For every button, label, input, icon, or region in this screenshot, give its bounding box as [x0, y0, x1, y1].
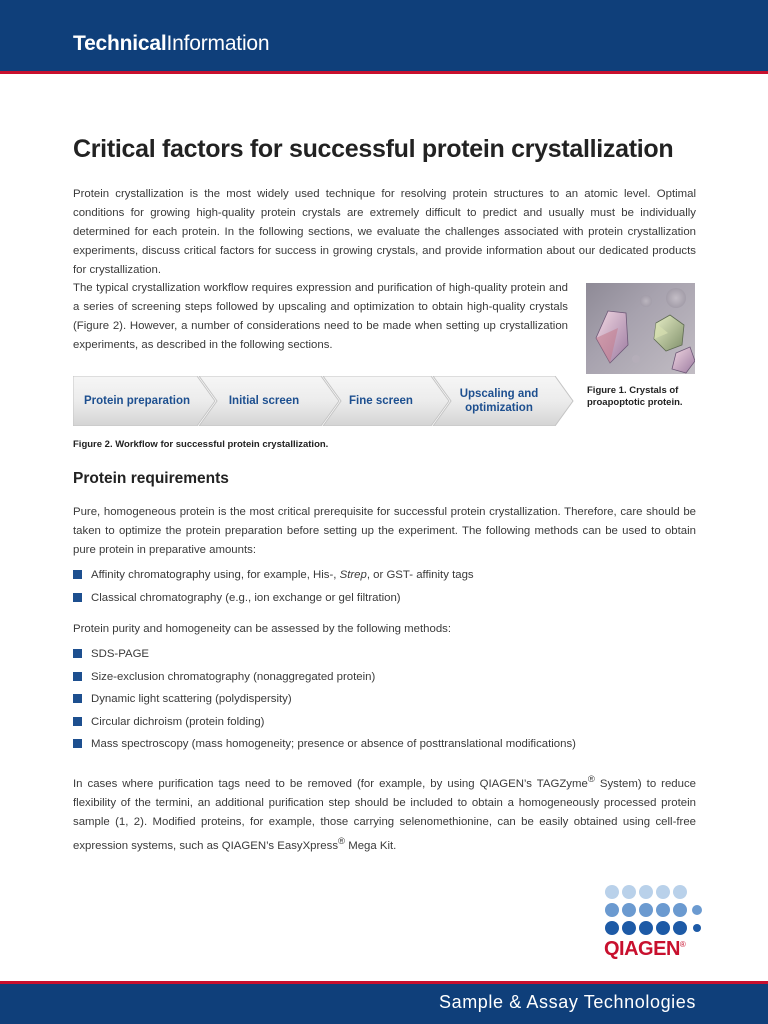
- page-title: Critical factors for successful protein crystallization: [73, 135, 674, 163]
- section-heading: Protein requirements: [73, 470, 229, 487]
- purification-methods-list: [73, 568, 474, 613]
- workflow-diagram: [73, 376, 578, 426]
- workflow-step-1: Protein preparation: [83, 395, 191, 407]
- figure1-caption: Figure 1. Crystals of proapoptotic protein.: [587, 385, 683, 408]
- list-item: Circular dichroism (protein folding): [73, 715, 576, 738]
- header-stripe: [0, 71, 768, 74]
- header-title: TechnicalInformation: [73, 32, 270, 55]
- bullet-square-icon: [73, 570, 82, 579]
- list-item: Classical chromatography (e.g., ion exchange or gel filtration): [73, 591, 474, 614]
- list-item: Mass spectroscopy (mass homogeneity; presence or absence of posttranslational modifications): [73, 737, 576, 760]
- intro-paragraph: Protein crystallization is the most widely used technique for resolving protein structures to an atomic level. Optimal conditions for growing high-quality protein crystals are extremely difficult to predict and usually must be individually determined for each protein. In the following sections, we evaluate the challenges associated with protein crystallization experiments, discuss critical factors for success in growing crystals, and provide information about our dedicated products for crystallization.: [73, 188, 696, 276]
- bullet-square-icon: [73, 717, 82, 726]
- workflow-step-2: Initial screen: [228, 395, 300, 407]
- figure2-caption: Figure 2. Workflow for successful protein crystallization.: [73, 439, 329, 450]
- crystal-image: [586, 283, 695, 374]
- workflow-paragraph: The typical crystallization workflow requires expression and purification of high-quality protein and a series of screening steps followed by upscaling and optimization to obtain high-quality crystals (Figure 2). However, a number of considerations need to be made when setting up crystallization experiments, as described in the following sections.: [73, 282, 568, 351]
- tags-paragraph: In cases where purification tags need to be removed (for example, by using QIAGEN’s TAGZyme® System) to reduce flexibility of the termini, an additional purification step should be included to obtain a homogeneously processed protein sample (1, 2). Modified proteins, for example, those carrying selenomethionine, can be easily obtained using cell-free expression systems, such as QIAGEN’s EasyXpress® Mega Kit.: [73, 774, 697, 852]
- purity-paragraph: Protein purity and homogeneity can be assessed by the following methods:: [73, 623, 452, 635]
- bullet-square-icon: [73, 593, 82, 602]
- purity-methods-list: [73, 647, 576, 760]
- workflow-step-3: Fine screen: [349, 395, 413, 407]
- list-item: SDS-PAGE: [73, 647, 576, 670]
- bullet-square-icon: [73, 739, 82, 748]
- bullet-square-icon: [73, 672, 82, 681]
- list-item: Dynamic light scattering (polydispersity): [73, 692, 576, 715]
- bullet-square-icon: [73, 694, 82, 703]
- footer-tagline: Sample & Assay Technologies: [438, 992, 696, 1012]
- workflow-step-4: Upscaling and optimization: [459, 388, 539, 414]
- footer-stripe: [0, 981, 768, 984]
- bullet-square-icon: [73, 649, 82, 658]
- list-item: Affinity chromatography using, for example, His-, Strep, or GST- affinity tags: [73, 568, 474, 591]
- qiagen-logo-text: QIAGEN®: [604, 938, 686, 960]
- list-item: Size-exclusion chromatography (nonaggregated protein): [73, 670, 576, 693]
- requirements-paragraph: Pure, homogeneous protein is the most critical prerequisite for successful protein crystallization. Therefore, care should be taken to optimize the protein preparation before setting up the experiment. The following methods can be used to obtain pure protein in preparative amounts:: [73, 506, 696, 556]
